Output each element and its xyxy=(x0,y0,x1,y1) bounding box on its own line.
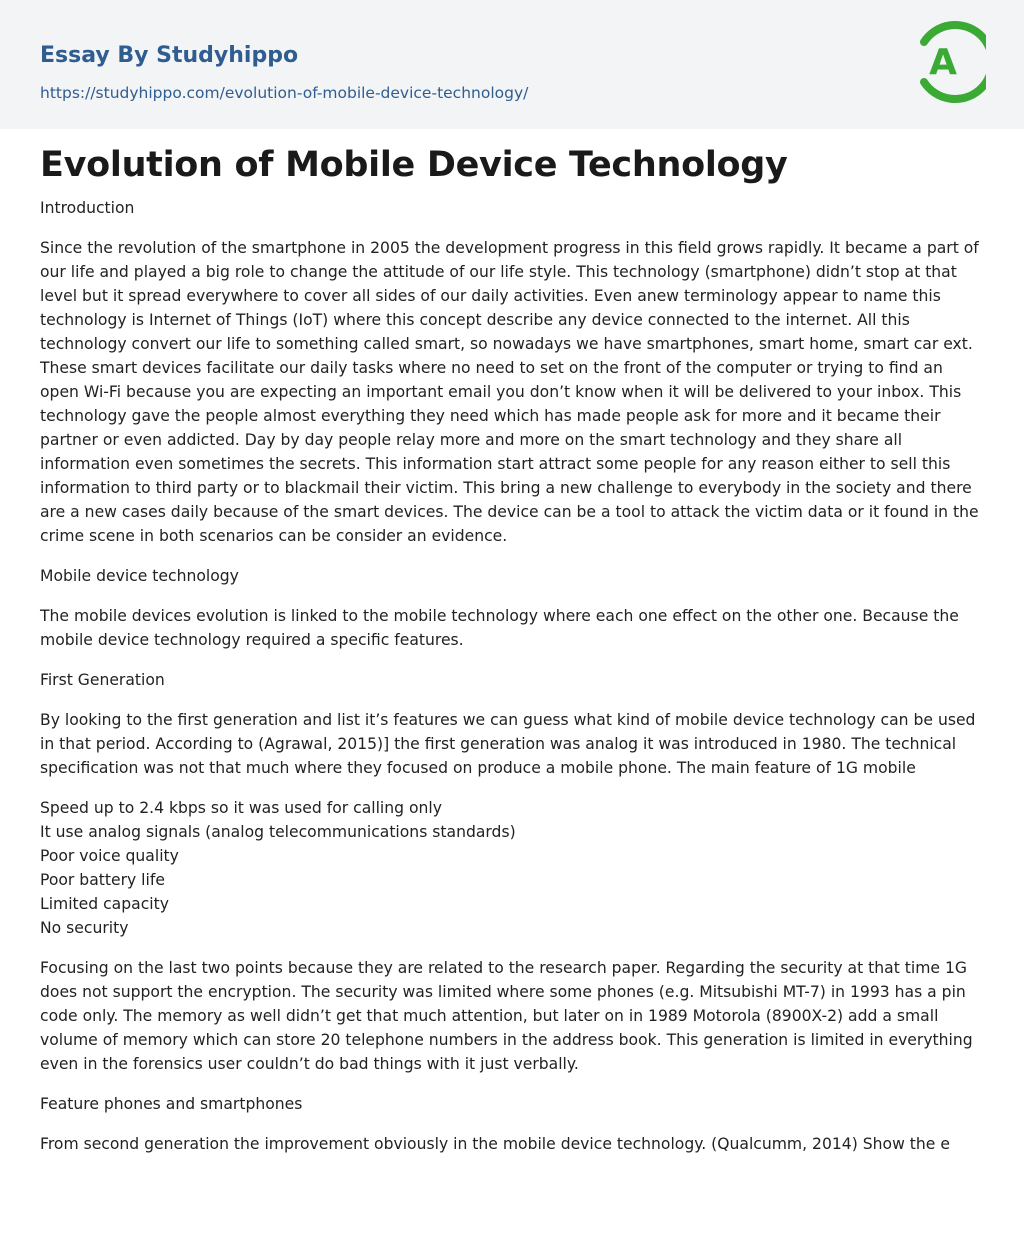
logo-letter: A xyxy=(929,42,957,83)
article-body xyxy=(0,129,1024,1156)
list-item: Limited capacity xyxy=(40,895,169,913)
list-item: Poor battery life xyxy=(40,871,165,889)
mobile-paragraph: The mobile devices evolution is linked to the mobile technology where each one effect on the other one. Because the mobile device technology required a specific features. xyxy=(40,607,959,649)
site-header xyxy=(0,0,1024,129)
intro-paragraph: Since the revolution of the smartphone in 2005 the development progress in this field grows rapidly. It became a part of our life and played a big role to change the attitude of our life style. This technology (smartphone) didn’t stop at that level but it spread everywhere to cover all sides of our daily activities. Even anew terminology appear to name this technology is Internet of Things (IoT) where this concept describe any device connected to the internet. All this technology convert our life to something called smart, so nowadays we have smartphones, smart home, smart car ext. These smart devices facilitate our daily tasks where no need to set on the front of the computer or trying to find an open Wi-Fi because you are expecting an important email you don’t know when it will be delivered to your inbox. This technology gave the people almost everything they need which has made people ask for more and it became their partner or even addicted. Day by day people relay more and more on the smart technology and they share all information even sometimes the secrets. This information start attract some people for any reason either to sell this information to third party or to blackmail their victim. This bring a new challenge to everybody in the society and there are a new cases daily because of the smart devices. The device can be a tool to attack the victim data or it found in the crime scene in both scenarios can be consider an evidence. xyxy=(40,239,979,545)
section-heading-first-generation: First Generation xyxy=(40,671,165,689)
section-heading-feature-phones: Feature phones and smartphones xyxy=(40,1095,303,1113)
focus-paragraph: Focusing on the last two points because they are related to the research paper. Regarding the security at that time 1G does not support the encryption. The security was limited where some phones (e.g. Mitsubishi MT-7) in 1993 has a pin code only. The memory as well didn’t get that much attention, but later on in 1989 Motorola (8900X-2) add a small volume of memory which can store 20 telephone numbers in the address book. This generation is limited in everything even in the forensics user couldn’t do bad things with it just verbally. xyxy=(40,959,973,1073)
first-generation-paragraph: By looking to the first generation and list it’s features we can guess what kind of mobile device technology can be used in that period. According to (Agrawal, 2015)] the first generation was analog it was introduced in 1980. The technical specification was not that much where they focused on produce a mobile phone. The main feature of 1G mobile xyxy=(40,711,976,777)
list-item: Speed up to 2.4 kbps so it was used for calling only xyxy=(40,799,442,817)
studyhippo-logo-icon[interactable] xyxy=(916,19,986,105)
list-item: No security xyxy=(40,919,129,937)
brand-title[interactable]: Essay By Studyhippo xyxy=(40,43,299,68)
second-generation-paragraph: From second generation the improvement obviously in the mobile device technology. (Qualcumm, 2014) Show the e xyxy=(40,1135,950,1153)
list-item: It use analog signals (analog telecommunications standards) xyxy=(40,823,516,841)
source-url-link[interactable]: https://studyhippo.com/evolution-of-mobile-device-technology/ xyxy=(40,84,529,102)
section-heading-introduction: Introduction xyxy=(40,199,135,217)
list-item: Poor voice quality xyxy=(40,847,179,865)
page-title: Evolution of Mobile Device Technology xyxy=(40,145,788,185)
section-heading-mobile-device-technology: Mobile device technology xyxy=(40,567,239,585)
first-generation-feature-list xyxy=(40,796,984,940)
